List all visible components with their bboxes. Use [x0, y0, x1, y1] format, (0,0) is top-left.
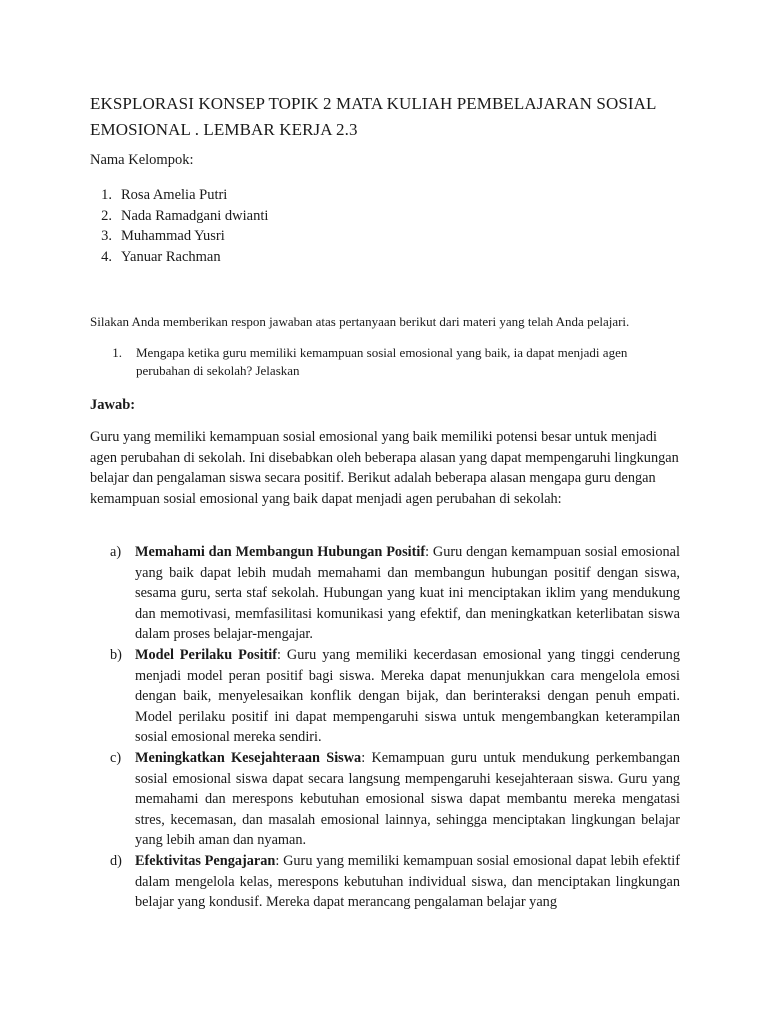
member-name: Rosa Amelia Putri — [121, 187, 228, 203]
member-item — [90, 247, 268, 268]
question-list — [90, 344, 650, 380]
question-text: Mengapa ketika guru memiliki kemampuan sosial emosional yang baik, ia dapat menjadi agen perubahan di sekolah? Jelaskan — [136, 345, 628, 378]
reason-item — [90, 542, 680, 645]
member-number: 3. — [101, 228, 112, 245]
reason-heading: Efektivitas Pengajaran — [135, 852, 276, 869]
reason-heading: Memahami dan Membangun Hubungan Positif — [135, 544, 426, 560]
member-number: 4. — [101, 249, 112, 266]
reason-heading: Meningkatkan Kesejahteraan Siswa — [135, 749, 362, 766]
member-item — [90, 185, 268, 206]
answer-intro: Guru yang memiliki kemampuan sosial emosional yang baik memiliki potensi besar untuk menjadi agen perubahan di sekolah. Ini disebabkan oleh beberapa alasan yang dapat mempengaruhi lingkungan belajar dan pengalaman siswa secara positif. Berikut adalah beberapa alasan mengapa guru dengan kemampuan sosial emosional yang baik dapat menjadi agen perubahan di sekolah: — [90, 429, 679, 507]
group-label: Nama Kelompok: — [90, 152, 194, 168]
question-item — [90, 344, 650, 380]
reason-letter: a) — [110, 544, 122, 560]
reason-letter: d) — [110, 852, 122, 869]
reason-list — [90, 542, 680, 913]
document-title: EKSPLORASI KONSEP TOPIK 2 MATA KULIAH PEMBELAJARAN SOSIAL EMOSIONAL . LEMBAR KERJA 2.3 — [90, 94, 656, 139]
member-name: Nada Ramadgani dwianti — [121, 207, 269, 224]
member-item — [90, 206, 268, 227]
member-item — [90, 226, 268, 247]
reason-heading: Model Perilaku Positif — [135, 646, 278, 663]
member-name: Yanuar Rachman — [121, 249, 221, 266]
member-name: Muhammad Yusri — [121, 228, 225, 245]
reason-text: : Guru yang memiliki kecerdasan emosional yang tinggi cenderung menjadi model peran positif bagi siswa. Mereka dapat menunjukkan cara mengelola emosi dengan baik, menyelesaikan konflik dengan bijak, dan berinteraksi dengan penuh empati. Model perilaku positif ini dapat mempengaruhi siswa untuk mengembangkan keterampilan sosial emosional mereka sendiri. — [135, 646, 680, 746]
member-number: 2. — [101, 207, 112, 224]
question-number: 1. — [112, 345, 122, 360]
reason-letter: b) — [110, 646, 122, 663]
reason-text: : Guru yang memiliki kemampuan sosial emosional dapat lebih efektif dalam mengelola kelas, merespons kebutuhan individual siswa, dan menciptakan lingkungan belajar yang kondusif. Mereka dapat merancang pengalaman belajar yang — [135, 852, 680, 911]
reason-item — [90, 748, 680, 851]
member-number: 1. — [101, 187, 112, 203]
instruction-text: Silakan Anda memberikan respon jawaban atas pertanyaan berikut dari materi yang telah Anda pelajari. — [90, 314, 630, 329]
member-list — [90, 185, 268, 268]
reason-letter: c) — [110, 749, 122, 766]
reason-text: : Kemampuan guru untuk mendukung perkembangan sosial emosional siswa dapat secara langsung mempengaruhi kesejahteraan siswa. Guru yang memahami dan merespons kebutuhan emosional siswa dapat membantu mereka mengatasi stres, kecemasan, dan masalah emosional lainnya, sehingga menciptakan lingkungan belajar yang lebih aman dan nyaman. — [135, 749, 681, 849]
reason-item — [90, 645, 680, 748]
reason-item — [90, 851, 680, 913]
answer-label: Jawab: — [90, 397, 136, 413]
reason-text: : Guru dengan kemampuan sosial emosional yang baik dapat lebih mudah memahami dan membangun hubungan positif dengan siswa, sesama guru, serta staf sekolah. Hubungan yang kuat ini menciptakan iklim yang mendukung dan memotivasi, memfasilitasi komunikasi yang efektif, dan meningkatkan keterlibatan siswa dalam proses belajar-mengajar. — [135, 544, 680, 643]
